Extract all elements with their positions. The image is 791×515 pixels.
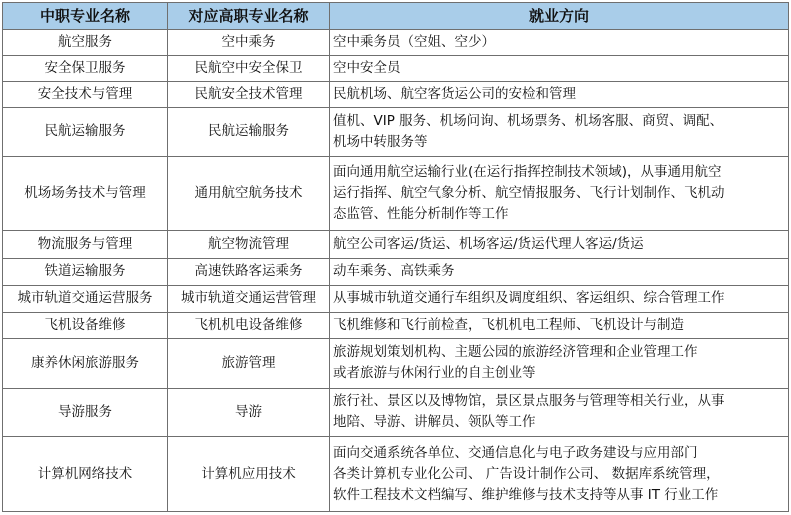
higher-major-cell: 飞机机电设备维修 [168, 312, 330, 338]
secondary-major-cell: 城市轨道交通运营服务 [3, 285, 168, 312]
career-direction-cell [330, 56, 789, 82]
secondary-major-cell: 物流服务与管理 [3, 231, 168, 258]
higher-major-cell: 空中乘务 [168, 30, 330, 56]
table-row [3, 437, 789, 512]
secondary-major-cell: 康养休闲旅游服务 [3, 338, 168, 388]
secondary-major-cell: 安全技术与管理 [3, 82, 168, 108]
career-line: 从事城市轨道交通行车组织及调度组织、客运组织、综合管理工作 [333, 290, 725, 307]
secondary-major-cell: 安全保卫服务 [3, 56, 168, 82]
career-direction-cell [330, 108, 789, 157]
career-line: 民航机场、航空客货运公司的安检和管理 [333, 86, 576, 103]
higher-major-cell: 计算机应用技术 [168, 437, 330, 512]
secondary-major-cell: 航空服务 [3, 30, 168, 56]
header-higher-major: 对应高职专业名称 [168, 3, 330, 30]
career-direction-cell [330, 338, 789, 388]
career-line: 旅行社、景区以及博物馆，景区景点服务与管理等相关行业，从事 [333, 393, 725, 410]
career-line: 飞机维修和飞行前检查，飞机机电工程师、飞机设计与制造 [333, 316, 684, 333]
career-direction-cell [330, 231, 789, 258]
header-career-direction: 就业方向 [330, 3, 789, 30]
higher-major-cell: 通用航空航务技术 [168, 156, 330, 231]
career-line: 机场中转服务等 [333, 133, 428, 150]
career-line: 地陪、导游、讲解员、领队等工作 [333, 414, 536, 431]
career-line: 空中安全员 [333, 60, 401, 77]
table-row [3, 156, 789, 231]
career-line: 空中乘务员（空姐、空少） [333, 34, 495, 50]
career-direction-cell [330, 82, 789, 108]
table-row [3, 258, 789, 285]
higher-major-cell: 城市轨道交通运营管理 [168, 285, 330, 312]
higher-major-cell: 高速铁路客运乘务 [168, 258, 330, 285]
table-row [3, 82, 789, 108]
table-row [3, 231, 789, 258]
career-line: 动车乘务、高铁乘务 [333, 263, 455, 280]
career-line: 航空公司客运/货运、机场客运/货运代理人客运/货运 [333, 235, 644, 252]
career-line: 或者旅游与休闲行业的自主创业等 [333, 365, 536, 382]
table-row [3, 285, 789, 312]
career-line: 运行指挥、航空气象分析、航空情报服务、飞行计划制作、飞机动 [333, 185, 725, 202]
career-direction-cell [330, 258, 789, 285]
career-line: 值机、VIP 服务、机场问询、机场票务、机场客服、商贸、调配、 [333, 112, 724, 129]
secondary-major-cell: 机场场务技术与管理 [3, 156, 168, 231]
career-line: 态监管、性能分析制作等工作 [333, 206, 509, 223]
majors-career-table [2, 2, 789, 512]
secondary-major-cell: 飞机设备维修 [3, 312, 168, 338]
table-row [3, 108, 789, 157]
secondary-major-cell: 铁道运输服务 [3, 258, 168, 285]
table-header-row [3, 3, 789, 30]
higher-major-cell: 民航空中安全保卫 [168, 56, 330, 82]
career-direction-cell [330, 312, 789, 338]
secondary-major-cell: 计算机网络技术 [3, 437, 168, 512]
table-row [3, 312, 789, 338]
career-direction-cell [330, 437, 789, 512]
higher-major-cell: 导游 [168, 388, 330, 437]
secondary-major-cell: 导游服务 [3, 388, 168, 437]
table-row [3, 338, 789, 388]
career-line: 面向交通系统各单位、交通信息化与电子政务建设与应用部门 [333, 444, 698, 461]
career-line: 旅游规划策划机构、主题公园的旅游经济管理和企业管理工作 [333, 344, 698, 361]
table-row [3, 30, 789, 56]
higher-major-cell: 旅游管理 [168, 338, 330, 388]
career-direction-cell [330, 285, 789, 312]
career-line: 面向通用航空运输行业(在运行指挥控制技术领域)，从事通用航空 [333, 164, 722, 181]
higher-major-cell: 航空物流管理 [168, 231, 330, 258]
career-line: 各类计算机专业化公司、 广告设计制作公司、 数据库系统管理， [333, 465, 720, 482]
header-secondary-major: 中职专业名称 [3, 3, 168, 30]
career-direction-cell [330, 30, 789, 56]
higher-major-cell: 民航安全技术管理 [168, 82, 330, 108]
secondary-major-cell: 民航运输服务 [3, 108, 168, 157]
career-line: 软件工程技术文档编写、维护维修与技术支持等从事 IT 行业工作 [333, 486, 719, 503]
higher-major-cell: 民航运输服务 [168, 108, 330, 157]
table-row [3, 56, 789, 82]
career-direction-cell [330, 156, 789, 231]
table-row [3, 388, 789, 437]
career-direction-cell [330, 388, 789, 437]
